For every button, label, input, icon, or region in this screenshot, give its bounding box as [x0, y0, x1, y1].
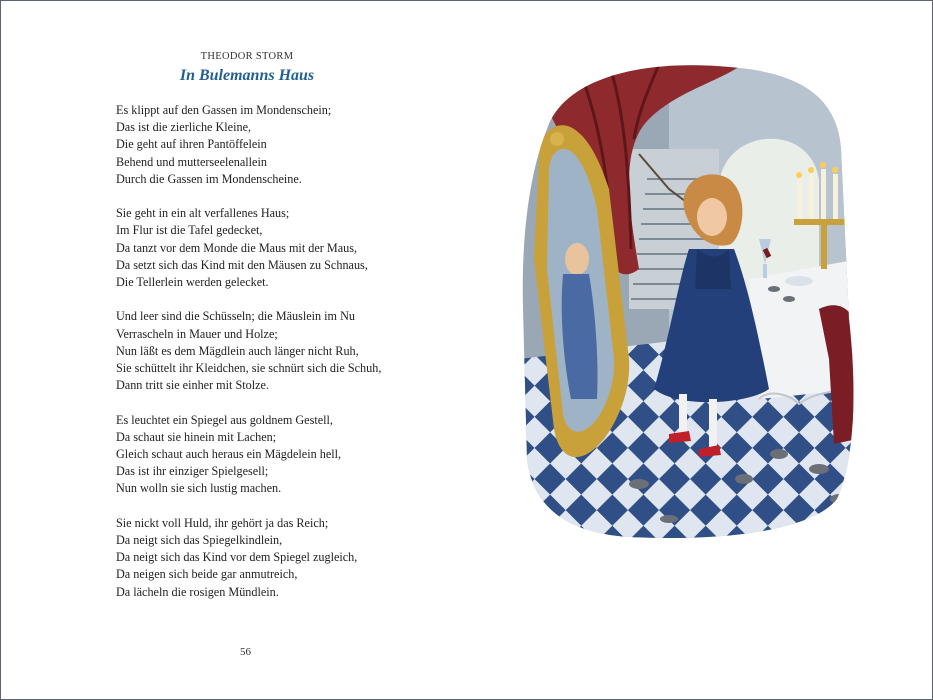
- stanza: [116, 412, 436, 498]
- poem-line: Nun wolln sie sich lustig machen.: [116, 481, 282, 496]
- poem-line: Es klippt auf den Gassen im Mondenschein;: [116, 103, 332, 117]
- poem-line: Durch die Gassen im Mondenscheine.: [116, 171, 302, 186]
- poem-line: Da schaut sie hinein mit Lachen;: [116, 429, 277, 444]
- poem-title: In Bulemanns Haus: [179, 67, 315, 84]
- poem-line: Da tanzt vor dem Monde die Maus mit der Maus,: [116, 240, 357, 255]
- poem-line: Nun läßt es dem Mägdlein auch länger nicht Ruh,: [116, 343, 359, 358]
- poem-line: Da neigen sich beide gar anmutreich,: [116, 567, 298, 582]
- page-number: 56: [240, 646, 251, 658]
- poem-line: Da setzt sich das Kind mit den Mäusen zu Schnaus,: [116, 257, 368, 272]
- poem-line: Es leuchtet ein Spiegel aus goldnem Gestell,: [116, 412, 333, 427]
- poem-line: Das ist ihr einziger Spielgesell;: [116, 464, 269, 479]
- poem-line: Die Tellerlein werden gelecket.: [116, 275, 269, 290]
- poem-line: Dann tritt sie einher mit Stolze.: [116, 378, 269, 393]
- poem-line: Sie nickt voll Huld, ihr gehört ja das Reich;: [116, 515, 329, 530]
- illustration: [519, 59, 859, 541]
- poem-line: Da neigt sich das Spiegelkindlein,: [116, 533, 283, 548]
- poem-line: Im Flur ist die Tafel gedecket,: [116, 223, 263, 238]
- poem-line: Und leer sind die Schüsseln; die Mäuslein im Nu: [116, 309, 355, 324]
- poem-line: Sie schüttelt ihr Kleidchen, sie schnürt sich die Schuh,: [116, 361, 382, 376]
- stanza: [116, 102, 436, 188]
- poem-line: Das ist die zierliche Kleine,: [116, 120, 252, 135]
- poem-line: Behend und mutterseelenallein: [116, 154, 267, 169]
- poem-line: Gleich schaut auch heraus ein Mägdelein hell,: [116, 447, 342, 462]
- stanza: [116, 308, 436, 394]
- poem-line: Da lächeln die rosigen Mündlein.: [116, 584, 279, 599]
- poem-line: Da neigt sich das Kind vor dem Spiegel zugleich,: [116, 550, 358, 565]
- stanza: [116, 205, 436, 291]
- stanza: [116, 515, 436, 601]
- author-name: THEODOR STORM: [200, 51, 294, 62]
- poem-line: Sie geht in ein alt verfallenes Haus;: [116, 206, 290, 221]
- poem-line: Die geht auf ihren Pantöffelein: [116, 137, 267, 152]
- poem-body: [116, 102, 436, 618]
- poem-line: Verrascheln in Mauer und Holze;: [116, 326, 278, 341]
